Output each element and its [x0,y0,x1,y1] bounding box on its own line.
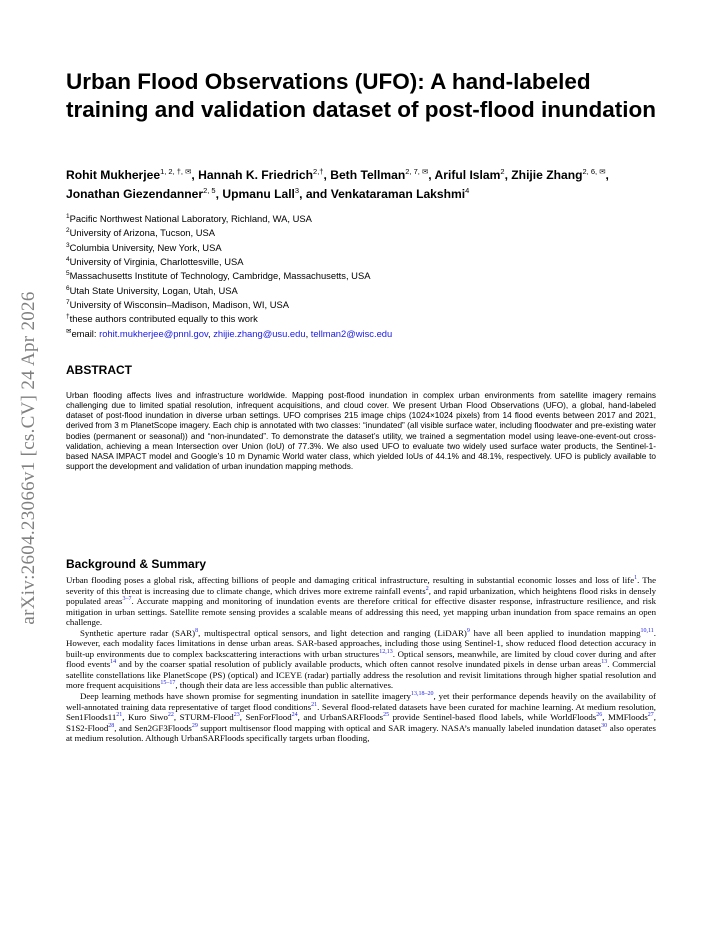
citation-link[interactable]: 8 [195,627,199,634]
affiliation-number: 5 [66,270,70,278]
affiliation-text: University of Wisconsin–Madison, Madison, WI, USA [69,299,289,311]
affiliation-text: Columbia University, New York, USA [69,241,222,253]
citation-link[interactable]: 13,18–20 [410,691,434,698]
affiliation-text: Pacific Northwest National Laboratory, Richland, WA, USA [69,213,312,225]
author-list: Rohit Mukherjee$^{1, 2, \dagger, ✉}$, Hannah K. Friedrich$^{2,\dagger}$, Beth Tellman$^{2, 7, ✉}$, Ariful Islam$^2$, Zhijie Zhang$^{2, 6, ✉}$, Jonathan Giezendanner$^{2, 5}$, Upmanu Lall$^3$, and Venkataraman Lakshmi$^4$ [66,167,609,202]
citation-link[interactable]: 15–17 [160,680,176,687]
body-paragraph: Urban flooding poses a global risk, affecting billions of people and damaging critical infrastructure, resulting in substantial economic losses and loss of life$^1$. The severity of this threat is increasing due to climate change, which drives more extreme rainfall events$^2$, and rapid urbanization, which heightens flood risks in densely populated areas$^{3-7}$. Accurate mapping and monitoring of inundation events are therefore critical for effective disaster response, infrastructure resilience, and risk mitigation in urban settings. Satellite remote sensing provides a scalable means of addressing this need, yet mapping urban inundation from space remains an open challenge. [66,575,657,628]
affiliation-text: these authors contributed equally to this work [69,313,258,325]
abstract-heading: ABSTRACT [66,363,132,377]
affiliation-list [66,211,656,326]
email-mark: ✉ [66,327,72,335]
citation-link[interactable]: 30 [601,722,608,729]
author-affiliation-marks: 2,† [313,167,324,176]
author-name: Hannah K. Friedrich [198,168,314,183]
affiliation-number: 6 [66,284,70,292]
affiliation-number: 3 [66,241,70,249]
body-paragraph: Deep learning methods have shown promise for segmenting inundation in satellite imagery$^{13,18-20}$, yet their performance depends heavily on the availability of well-annotated training data representative of target flood conditions$^{21}$. Several flood-related datasets have been curated for machine learning. At medium resolution, $Sen1Floods11^{21}$, Kuro Siwo$^{22}$, STURM-Flood$^{23}$, SenForFlood$^{24}$, and UrbanSARFloods$^{25}$ provide Sentinel-based flood labels, while WorldFloods$^{26}$, MMFloods$^{27}$, S1S2-Flood$^{28}$, and Sen2GF3Floods$^{29}$ support multisensor flood mapping with optical and SAR imagery. NASA’s manually labeled inundation dataset$^{30}$ also operates at medium resolution. Although UrbanSARFloods specifically targets urban flooding, [66,691,657,744]
author-name: Upmanu Lall [222,187,295,202]
citation-link[interactable]: 25 [383,712,390,719]
affiliation-number: 4 [66,255,70,263]
citation-link[interactable]: 23 [233,712,240,719]
author-name: Zhijie Zhang [511,168,583,183]
citation-link[interactable]: 27 [647,712,654,719]
email-link-2[interactable]: zhijie.zhang@usu.edu [213,327,306,339]
affiliation-text: University of Arizona, Tucson, USA [69,227,215,239]
affiliation-item [66,283,656,297]
citation-link[interactable]: 9 [466,627,470,634]
citation-link[interactable]: 12,13 [379,648,393,655]
affiliation-number: † [66,313,70,321]
author-name: Venkataraman Lakshmi [330,187,466,202]
email-line: ✉email: rohit.mukherjee@pnnl.gov, zhijie.zhang@usu.edu, tellman2@wisc.edu [66,327,393,339]
author-name: Jonathan Giezendanner [66,187,204,202]
citation-link[interactable]: 24 [291,712,298,719]
abstract-text: Urban flooding affects lives and infrastructure worldwide. Mapping post-flood inundation in complex urban environments from satellite imagery remains challenging due to limited spatial resolution, infrequent acquisitions, and cloud cover. We present Urban Flood Observations (UFO), a global, hand-labeled dataset of post-flood inundation in diverse urban settings. UFO comprises 215 image chips (1024×1024 pixels) from 14 flood events between 2017 and 2021, derived from 3 m PlanetScope imagery. Each chip is annotated with two classes: “inundated” (all visible surface water, including floodwater and pre-existing water bodies (permanent or seasonal)) and “non-inundated”. To demonstrate the dataset’s utility, we trained a segmentation model using leave-one-event-out cross-validation, achieving a mean Intersection over Union (IoU) of 77.3%. We also used UFO to evaluate two widely used surface water products, the Sentinel-1-based NASA IMPACT model and Google’s 10 m Dynamic World water class, which yielded IoUs of 44.1% and 48.1%, respectively. UFO is publicly available to support the development and validation of urban inundation mapping methods. [66,391,656,472]
affiliation-item [66,211,656,225]
citation-link[interactable]: 10,11 [640,627,654,634]
citation-link[interactable]: 13 [601,659,608,666]
affiliations [66,211,656,340]
author-affiliation-marks: 3 [294,186,300,196]
author-affiliation-marks: 4 [465,186,470,196]
citation-link[interactable]: 29 [191,722,198,729]
author-affiliation-marks: 2 [500,167,505,176]
citation-link[interactable]: 26 [596,712,603,719]
affiliation-item [66,254,656,268]
affiliation-item [66,268,656,282]
citation-link[interactable]: 1 [634,575,638,582]
affiliation-text: Utah State University, Logan, Utah, USA [69,284,238,296]
author-affiliation-marks: 2, 5 [203,186,216,196]
affiliation-number: 1 [66,213,70,220]
email-link-1[interactable]: rohit.mukherjee@pnnl.gov [99,327,208,339]
section-heading: Background & Summary [66,557,207,571]
affiliation-item [66,297,656,311]
paper-title: Urban Flood Observations (UFO): A hand-labeled training and validation dataset of post-flood inundation [66,69,656,122]
affiliation-number: 7 [66,298,70,306]
citation-link[interactable]: 2 [425,585,429,592]
citation-link[interactable]: 22 [167,712,174,719]
body-paragraph: Synthetic aperture radar (SAR)$^8$, multispectral optical sensors, and light detection and ranging (LiDAR)$^9$ have all been applied to inundation mapping$^{10,11}$. However, each modality faces limitations in dense urban areas. SAR-based approaches, including those using Sentinel-1, show reduced flood detection accuracy in built-up environments due to complex backscattering interactions with urban structures$^{12,13}$. Optical sensors, meanwhile, are limited by cloud cover during and after flood events$^{14}$ and by the coarser spatial resolution of publicly available products, which often cannot resolve inundated pixels in dense urban areas$^{13}$. Commercial satellite constellations like PlanetScope (PS) (optical) and ICEYE (radar) partially address the resolution and revisit limitations through higher spatial resolution and more frequent acquisitions$^{15-17}$, though their data are less accessible than public alternatives. [66,627,657,691]
arxiv-id-text: arXiv:2604.23066v1 [cs.CV] 24 Apr 2026 [18,291,39,625]
affiliation-text: Massachusetts Institute of Technology, Cambridge, Massachusetts, USA [69,270,371,282]
author-name: Rohit Mukherjee [66,168,161,183]
author-name: Ariful Islam [434,168,501,183]
citation-link[interactable]: 3–7 [122,596,132,603]
email-label: email: [71,327,100,339]
arxiv-identifier [14,258,44,658]
affiliation-item [66,225,656,239]
affiliation-number: 2 [66,227,70,235]
citation-link[interactable]: 28 [108,722,115,729]
affiliation-item [66,240,656,254]
affiliation-text: University of Virginia, Charlottesville, USA [69,256,244,268]
email-link-3[interactable]: tellman2@wisc.edu [310,327,393,339]
body-text [66,575,656,744]
author-affiliation-marks: 2, 6, ✉ [582,167,606,176]
author-affiliation-marks: 1, 2, †, ✉ [160,167,192,176]
author-name: Beth Tellman [330,168,406,183]
author-affiliation-marks: 2, 7, ✉ [405,167,429,176]
citation-link[interactable]: 14 [110,659,117,666]
citation-link[interactable]: 21 [116,712,123,719]
affiliation-item [66,311,656,325]
citation-link[interactable]: 21 [311,701,318,708]
